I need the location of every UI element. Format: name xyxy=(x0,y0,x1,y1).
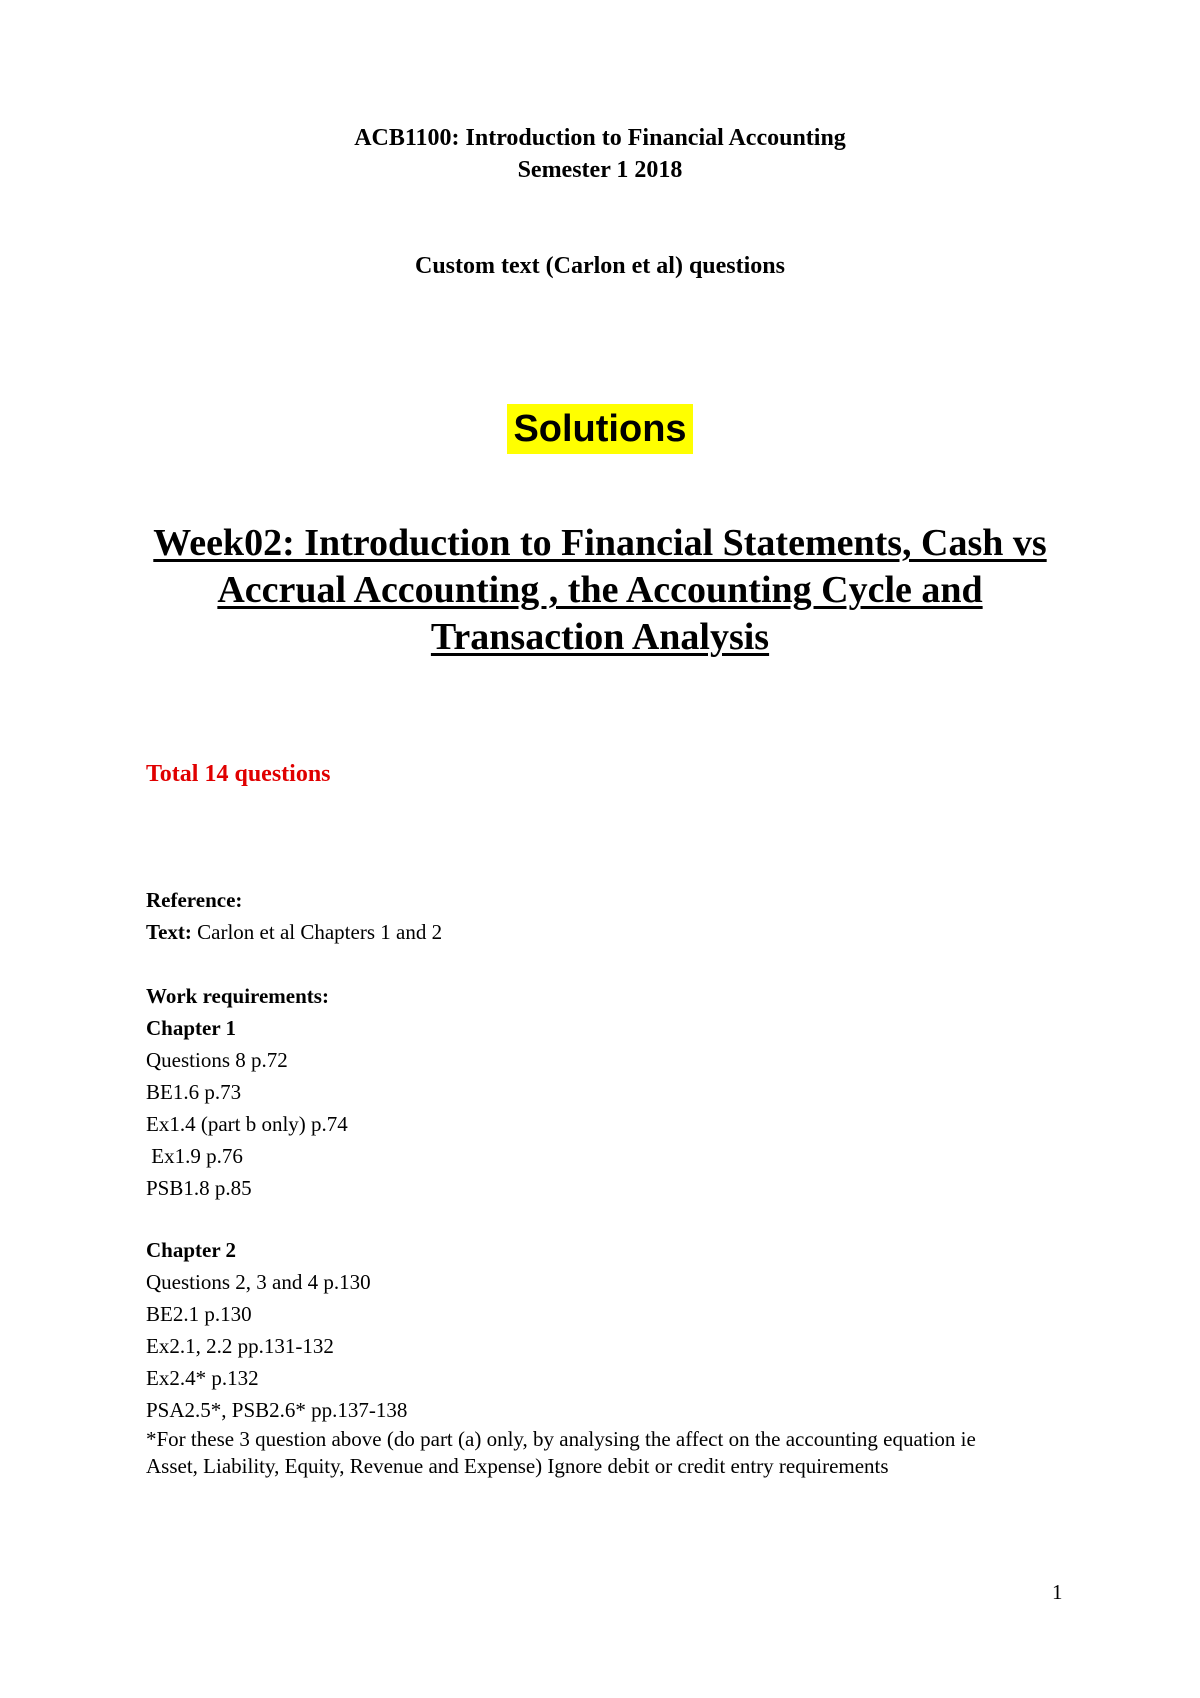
reference-heading: Reference: xyxy=(146,888,243,912)
list-item: BE2.1 p.130 xyxy=(146,1302,252,1326)
semester-label: Semester 1 2018 xyxy=(517,157,683,183)
course-title: ACB1100: Introduction to Financial Accounting xyxy=(354,125,846,151)
requirements-note: *For these 3 question above (do part (a) only, by analysing the affect on the accounting equation ie Asset, Liability, Equity, Revenue and Expense) Ignore debit or credit entry requirements xyxy=(146,1427,976,1478)
reference-text-label: Text: xyxy=(146,920,192,944)
solutions-banner xyxy=(0,404,1200,454)
reference-text-value: Carlon et al Chapters 1 and 2 xyxy=(191,920,443,944)
reference-text xyxy=(146,916,442,948)
list-item: BE1.6 p.73 xyxy=(146,1080,242,1104)
list-item: Questions 8 p.72 xyxy=(146,1048,288,1072)
list-item: Ex2.4* p.132 xyxy=(146,1366,259,1390)
total-questions: Total 14 questions xyxy=(146,761,331,787)
chapter1-title: Chapter 1 xyxy=(146,1016,237,1040)
chapter2-title: Chapter 2 xyxy=(146,1238,237,1262)
list-item: Ex1.9 p.76 xyxy=(146,1144,243,1168)
document-subtitle: Custom text (Carlon et al) questions xyxy=(415,253,785,279)
solutions-label: Solutions xyxy=(507,404,692,454)
week-title: Week02: Introduction to Financial Statements, Cash vs Accrual Accounting , the Accounting Cycle and Transaction Analysis xyxy=(153,522,1047,658)
page-number: 1 xyxy=(1052,1580,1063,1604)
list-item: Ex2.1, 2.2 pp.131-132 xyxy=(146,1334,334,1358)
list-item: PSA2.5*, PSB2.6* pp.137-138 xyxy=(146,1398,408,1422)
work-requirements-heading: Work requirements: xyxy=(146,984,329,1008)
list-item: PSB1.8 p.85 xyxy=(146,1176,252,1200)
list-item: Questions 2, 3 and 4 p.130 xyxy=(146,1270,371,1294)
list-item: Ex1.4 (part b only) p.74 xyxy=(146,1112,348,1136)
